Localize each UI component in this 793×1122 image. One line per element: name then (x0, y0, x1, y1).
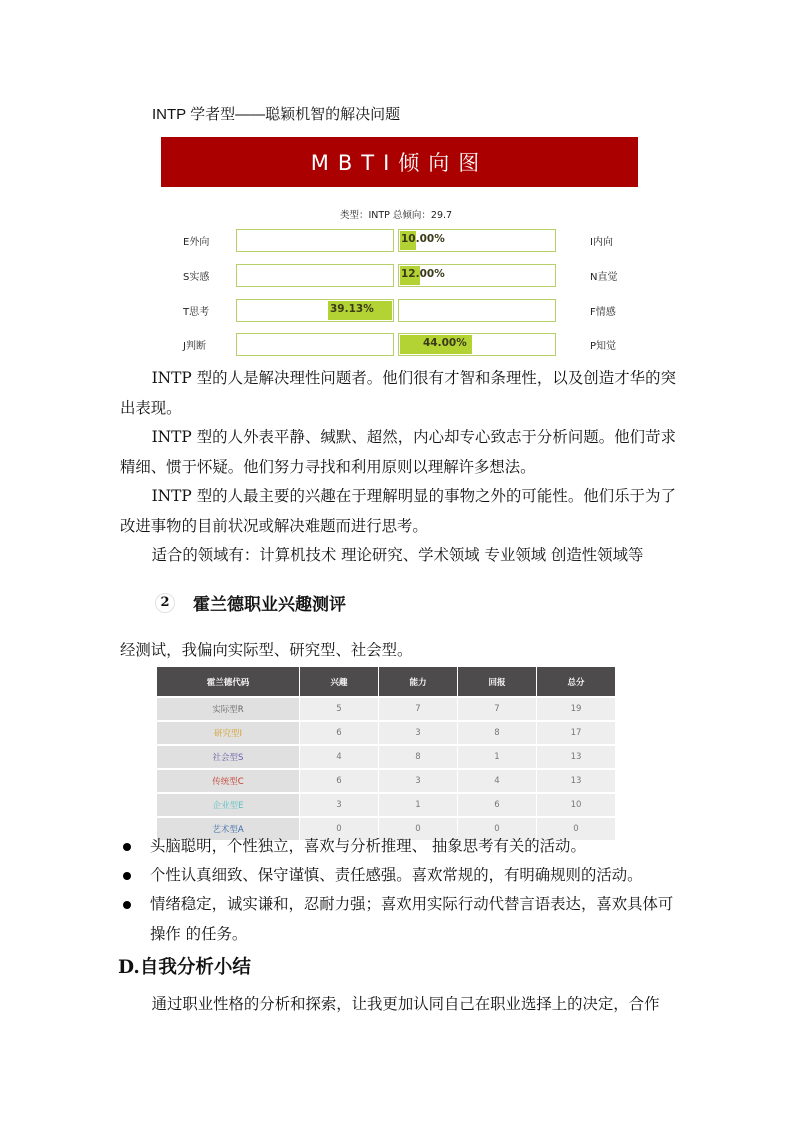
bullet-icon (123, 843, 131, 851)
cell-total: 0 (537, 818, 615, 840)
cell-total: 13 (537, 746, 615, 768)
section-title-intp: INTP 学者型——聪颖机智的解决问题 (152, 106, 401, 123)
table-row (157, 746, 615, 768)
mbti-left-box (236, 264, 394, 287)
mbti-banner (161, 137, 638, 187)
list-item (120, 890, 680, 948)
cell-code: 实际型R (157, 698, 299, 720)
cell-reward: 6 (458, 794, 536, 816)
mbti-banner-title: MBTI倾向图 (310, 151, 489, 175)
table-row (157, 794, 615, 816)
mbti-left-box (236, 299, 394, 322)
mbti-row (170, 229, 640, 252)
summary-heading: D.自我分析小结 (118, 957, 251, 978)
cell-ability: 3 (379, 770, 457, 792)
header-interest: 兴趣 (300, 667, 378, 696)
cell-total: 19 (537, 698, 615, 720)
mbti-row (170, 299, 640, 322)
cell-interest: 4 (300, 746, 378, 768)
mbti-right-box (398, 229, 556, 252)
holland-table (156, 665, 616, 842)
mbti-left-label: E外向 (183, 237, 210, 248)
header-ability: 能力 (379, 667, 457, 696)
mbti-right-box (398, 299, 556, 322)
mbti-left-label: J判断 (183, 341, 206, 352)
cell-interest: 6 (300, 770, 378, 792)
cell-code: 传统型C (157, 770, 299, 792)
list-item-text: 情绪稳定，诚实谦和，忍耐力强；喜欢用实际行动代替言语表达，喜欢具体可操作 的任务。 (150, 895, 674, 943)
mbti-row (170, 264, 640, 287)
cell-code: 社会型S (157, 746, 299, 768)
list-item-text: 个性认真细致、保守谨慎、责任感强。喜欢常规的，有明确规则的活动。 (150, 866, 643, 885)
mbti-bar-value: 39.13% (330, 303, 374, 315)
mbti-row (170, 333, 640, 356)
cell-interest: 5 (300, 698, 378, 720)
cell-code: 企业型E (157, 794, 299, 816)
cell-ability: 8 (379, 746, 457, 768)
cell-total: 10 (537, 794, 615, 816)
mbti-bar-value: 12.00% (401, 268, 445, 280)
paragraph-intp-2: INTP 型的人外表平静、缄默、超然，内心却专心致志于分析问题。他们苛求精细、惯于怀疑。他们努力寻找和利用原则以理解许多想法。 (120, 428, 676, 476)
table-header-row (157, 667, 615, 696)
cell-ability: 3 (379, 722, 457, 744)
list-item (120, 832, 680, 861)
header-code: 霍兰德代码 (157, 667, 299, 696)
paragraph-suitable-fields: 适合的领域有：计算机技术 理论研究、学术领域 专业领域 创造性领域等 (151, 546, 644, 564)
mbti-subtitle: 类型：INTP 总倾向：29.7 (339, 210, 453, 221)
section-number: 2 (155, 593, 175, 613)
header-total: 总分 (537, 667, 615, 696)
list-item (120, 861, 680, 890)
table-row (157, 698, 615, 720)
trait-bullet-list (120, 832, 680, 949)
table-row (157, 770, 615, 792)
cell-ability: 0 (379, 818, 457, 840)
list-item-text: 头脑聪明，个性独立，喜欢与分析推理、 抽象思考有关的活动。 (150, 837, 586, 855)
cell-reward: 4 (458, 770, 536, 792)
cell-reward: 0 (458, 818, 536, 840)
mbti-bar-value: 10.00% (401, 233, 445, 245)
mbti-bar-value: 44.00% (423, 337, 467, 349)
cell-reward: 8 (458, 722, 536, 744)
bullet-icon (123, 901, 131, 909)
cell-total: 17 (537, 722, 615, 744)
mbti-left-label: T思考 (183, 307, 210, 318)
bullet-icon (123, 872, 131, 880)
mbti-right-box (398, 333, 556, 356)
mbti-right-label: I内向 (590, 237, 613, 248)
mbti-left-box (236, 333, 394, 356)
paragraph-intp-3: INTP 型的人最主要的兴趣在于理解明显的事物之外的可能性。他们乐于为了改进事物的目前状况或解决难题而进行思考。 (120, 487, 676, 535)
holland-heading (155, 590, 346, 615)
header-reward: 回报 (458, 667, 536, 696)
mbti-left-box (236, 229, 394, 252)
holland-lead: 经测试，我偏向实际型、研究型、社会型。 (120, 641, 413, 659)
cell-interest: 3 (300, 794, 378, 816)
mbti-right-label: N直觉 (590, 272, 618, 283)
cell-reward: 7 (458, 698, 536, 720)
paragraph-intp-1: INTP 型的人是解决理性问题者。他们很有才智和条理性，以及创造才华的突出表现。 (120, 369, 676, 417)
cell-reward: 1 (458, 746, 536, 768)
cell-interest: 0 (300, 818, 378, 840)
cell-interest: 6 (300, 722, 378, 744)
cell-total: 13 (537, 770, 615, 792)
mbti-right-label: F情感 (590, 307, 616, 318)
cell-code: 艺术型A (157, 818, 299, 840)
mbti-right-label: P知觉 (590, 341, 617, 352)
holland-heading-text: 霍兰德职业兴趣测评 (193, 595, 346, 615)
summary-paragraph: 通过职业性格的分析和探索，让我更加认同自己在职业选择上的决定，合作 (151, 995, 660, 1013)
cell-ability: 1 (379, 794, 457, 816)
cell-ability: 7 (379, 698, 457, 720)
mbti-left-label: S实感 (183, 272, 210, 283)
table-row (157, 722, 615, 744)
cell-code: 研究型I (157, 722, 299, 744)
mbti-right-box (398, 264, 556, 287)
